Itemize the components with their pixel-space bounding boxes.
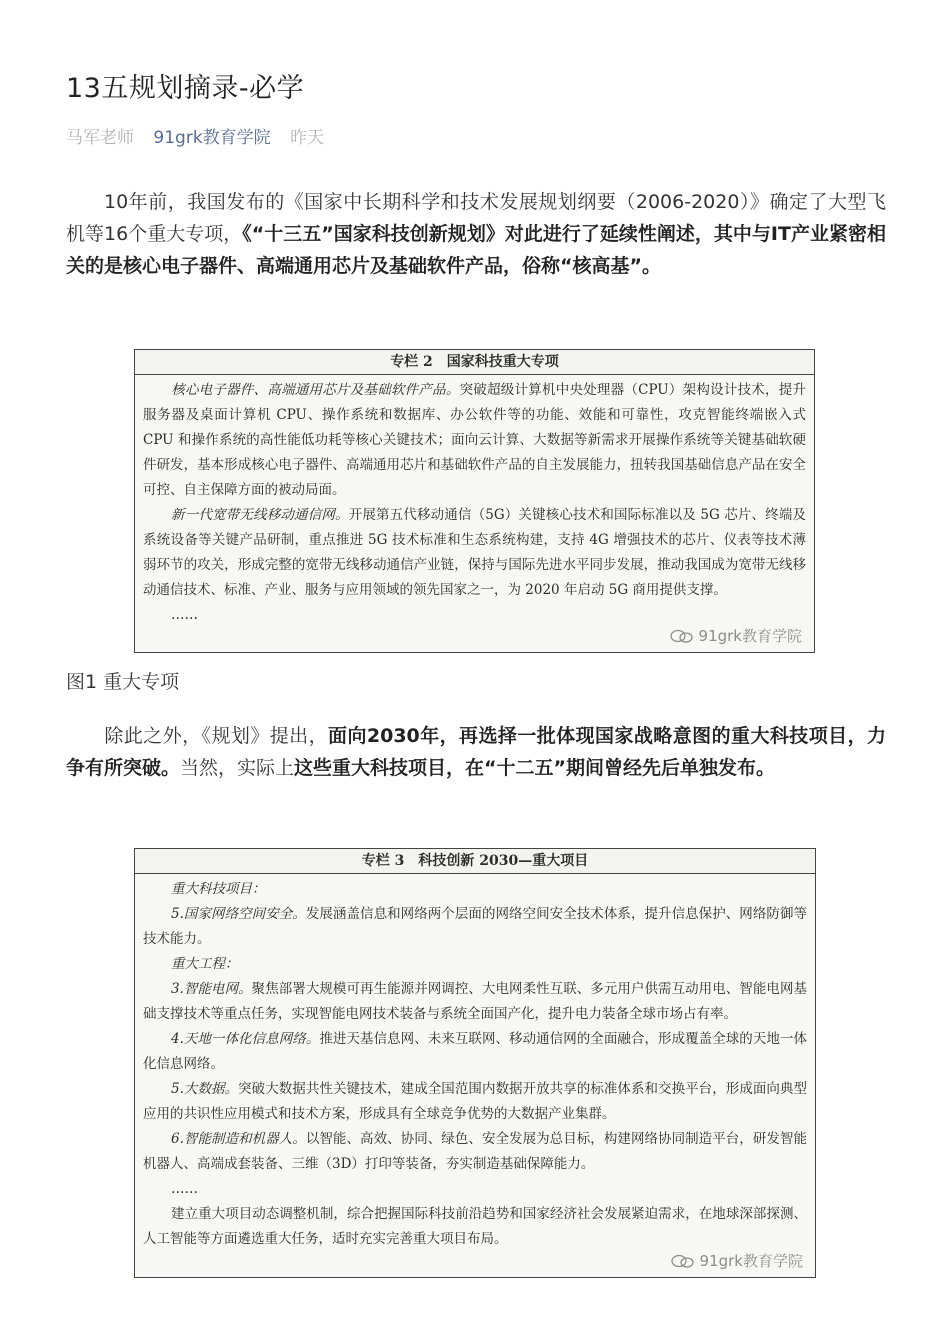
figure-2-item-1-text: 发展涵盖信息和网络两个层面的网络空间安全技术体系，提升信息保护、网络防御等技术能力。: [143, 906, 807, 947]
account-link[interactable]: 91grk教育学院: [153, 128, 271, 148]
figure-2-item-3-text: 推进天基信息网、未来互联网、移动通信网的全面融合，形成覆盖全球的天地一体化信息网络。: [143, 1031, 807, 1072]
figure-2-closing: [143, 1202, 807, 1252]
second-sentence-1: 除此之外，《规划》提出，: [104, 725, 329, 747]
intro-sentence-1: 10年前，我国发布的《国家中长期科学和技术发展规划纲要（2006-2020）》确定了大型飞机等16个重大专项，: [66, 191, 886, 245]
figure-1-header: 专栏 2 国家科技重大专项: [135, 350, 814, 375]
second-sentence-3: 当然，实际上: [180, 757, 295, 779]
figure-1-body: [135, 375, 814, 628]
figure-2-image: [134, 848, 816, 1278]
figure-2-item-4-text: 突破大数据共性关键技术，建成全国范围内数据开放共享的标准体系和交换平台，形成面向典型应用的共识性应用模式和技术方案，形成具有全球竞争优势的大数据产业集群。: [143, 1081, 808, 1122]
publish-date: 昨天: [290, 128, 325, 148]
figure-2-heading-1-text: 重大科技项目：: [171, 881, 266, 897]
intro-sentence-2-bold: 《“十三五”国家科技创新规划》对此进行了延续性阐述，其中与IT产业紧密相关的是核心电子器件、高端通用芯片及基础软件产品，俗称“核高基”。: [66, 223, 886, 277]
article-title: 13五规划摘录-必学: [66, 73, 305, 104]
figure-2-item-3-lead: 4.天地一体化信息网络。: [171, 1031, 320, 1047]
second-sentence-2-bold: 面向2030年，再选择一批体现国家战略意图的重大科技项目，力争有所突破。: [66, 725, 886, 779]
article-meta: [66, 123, 338, 148]
figure-1-watermark: [669, 625, 802, 646]
figure-1-item-2: [143, 503, 806, 603]
second-sentence-4-bold: 这些重大科技项目，在“十二五”期间曾经先后单独发布。: [294, 757, 776, 779]
figure-1-ellipsis-text: ……: [171, 607, 198, 623]
figure-2-ellipsis: [143, 1177, 807, 1202]
figure-2-item-3: [143, 1027, 807, 1077]
figure-2-item-4: [143, 1077, 807, 1127]
figure-2-ellipsis-text: ……: [171, 1181, 198, 1197]
figure-1-item-1-text: 突破超级计算机中央处理器（CPU）架构设计技术，提升服务器及桌面计算机 CPU、操作系统和数据库、办公软件等的功能、效能和可靠性，攻克智能终端嵌入式 CPU 和操作系统的高性能低功耗等核心关键技术；面向云计算、大数据等新需求开展操作系统等关键基础软硬件研发，基本形成核心电子器件、高端通用芯片和基础软件产品的自主发展能力，扭转我国基础信息产品在安全可控、自主保障方面的被动局面。: [143, 382, 806, 498]
author-name: 马军老师: [66, 128, 134, 148]
intro-paragraph: [66, 186, 886, 282]
figure-1-item-2-lead: 新一代宽带无线移动通信网。: [171, 507, 349, 523]
figure-1-image: [134, 349, 815, 653]
figure-1-watermark-text: 91grk教育学院: [698, 627, 802, 645]
figure-2-item-5-text: 以智能、高效、协同、绿色、安全发展为总目标，构建网络协同制造平台，研发智能机器人、高端成套装备、三维（3D）打印等装备，夯实制造基础保障能力。: [143, 1131, 807, 1172]
figure-2-heading-2: [143, 952, 807, 977]
figure-2-item-2: [143, 977, 807, 1027]
wechat-icon: [670, 1253, 696, 1269]
figure-2-item-5-lead: 6.智能制造和机器人。: [171, 1131, 306, 1147]
figure-2-body: [135, 874, 815, 1252]
figure-2-item-2-lead: 3.智能电网。: [171, 981, 252, 997]
figure-1-caption: 图1 重大专项: [66, 671, 180, 693]
wechat-icon: [669, 628, 695, 644]
figure-1-item-2-text: 开展第五代移动通信（5G）关键核心技术和国际标准以及 5G 芯片、终端及系统设备等关键产品研制，重点推进 5G 技术标准和生态系统构建，支持 4G 增强技术的芯片、仪表等技术薄弱环节的攻关，形成完整的宽带无线移动通信产业链，保持与国际先进水平同步发展，推动我国成为宽带无线移动通信技术、标准、产业、服务与应用领域的领先国家之一，为 2020 年启动 5G 商用提供支撑。: [143, 507, 806, 598]
figure-2-watermark: [670, 1250, 803, 1271]
figure-2-item-2-text: 聚焦部署大规模可再生能源并网调控、大电网柔性互联、多元用户供需互动用电、智能电网基础支撑技术等重点任务，实现智能电网技术装备与系统全面国产化，提升电力装备全球市场占有率。: [143, 981, 807, 1022]
figure-2-item-4-lead: 5.大数据。: [171, 1081, 239, 1097]
figure-1-item-1: [143, 378, 806, 503]
figure-2-item-1: [143, 902, 807, 952]
figure-1-item-1-lead: 核心电子器件、高端通用芯片及基础软件产品。: [171, 382, 460, 398]
figure-2-item-5: [143, 1127, 807, 1177]
figure-2-watermark-text: 91grk教育学院: [699, 1252, 803, 1270]
figure-2-heading-2-text: 重大工程：: [171, 956, 239, 972]
figure-2-header: 专栏 3 科技创新 2030—重大项目: [135, 849, 815, 874]
figure-2-heading-1: [143, 877, 807, 902]
figure-2-item-1-lead: 5.国家网络空间安全。: [171, 906, 306, 922]
second-paragraph: [66, 720, 886, 784]
figure-2-closing-text: 建立重大项目动态调整机制，综合把握国际科技前沿趋势和国家经济社会发展紧迫需求，在地球深部探测、人工智能等方面遴选重大任务，适时充实完善重大项目布局。: [143, 1206, 807, 1247]
